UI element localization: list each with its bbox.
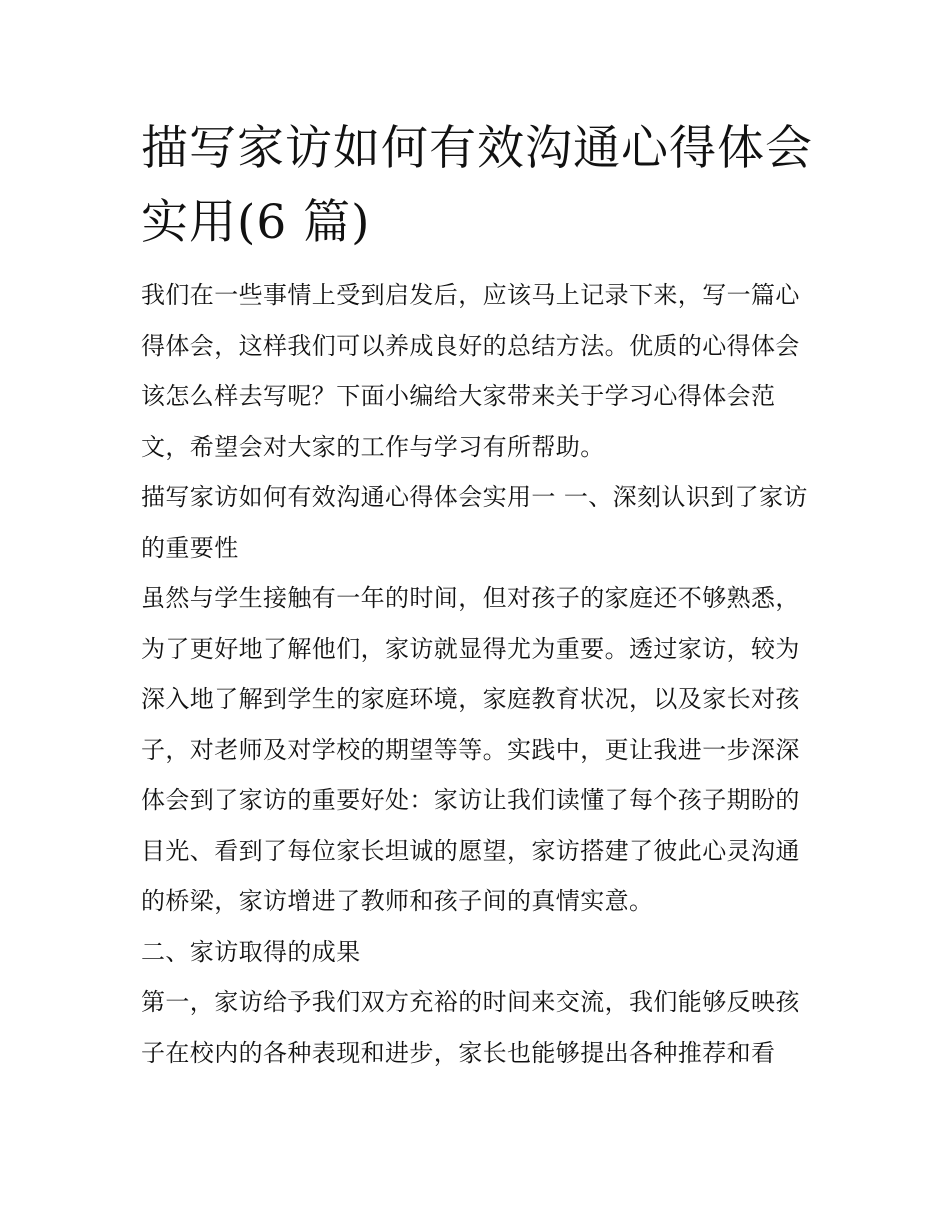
body-paragraph: 虽然与学生接触有一年的时间，但对孩子的家庭还不够熟悉，为了更好地了解他们，家访就显得尤为重要。透过家访，较为深入地了解到学生的家庭环境，家庭教育状况，以及家长对孩子，对老师及对学校的期望等等。实践中，更让我进一步深深体会到了家访的重要好处：家访让我们读懂了每个孩子期盼的目光、看到了每位家长坦诚的愿望，家访搭建了彼此心灵沟通的桥梁，家访增进了教师和孩子间的真情实意。: [141, 584, 800, 915]
document-body: [141, 112, 821, 1078]
section-one-heading: 描写家访如何有效沟通心得体会实用一 一、深刻认识到了家访的重要性: [141, 483, 808, 562]
document-title: 描写家访如何有效沟通心得体会实用(6 篇): [141, 121, 813, 250]
intro-paragraph: 我们在一些事情上受到启发后，应该马上记录下来，写一篇心得体会，这样我们可以养成良好的总结方法。优质的心得体会该怎么样去写呢？下面小编给大家带来关于学习心得体会范文，希望会对大家的工作与学习有所帮助。: [141, 281, 800, 461]
section-two-heading: 二、家访取得的成果: [141, 937, 361, 966]
body-paragraph-continued: 第一，家访给予我们双方充裕的时间来交流，我们能够反映孩子在校内的各种表现和进步，家长也能够提出各种推荐和看: [141, 988, 800, 1067]
